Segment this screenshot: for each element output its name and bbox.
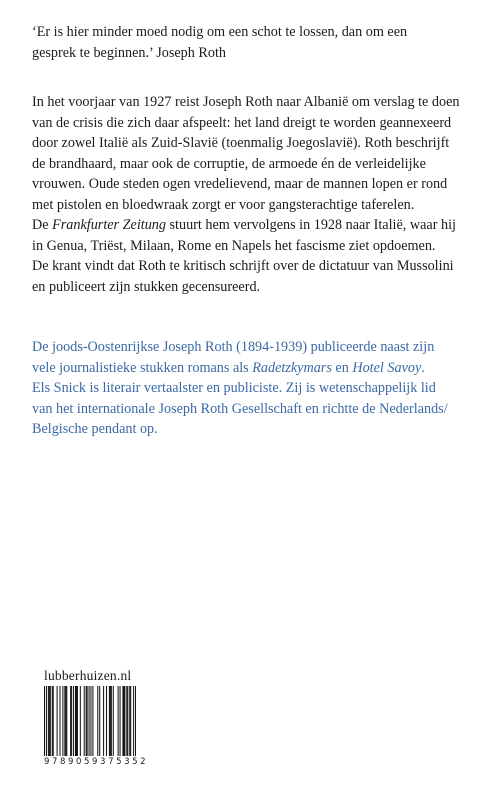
description-line: van de crisis die zich daar afspeelt: het land dreigt te worden geannexeerd	[32, 114, 452, 131]
barcode-bar	[110, 686, 111, 756]
barcode-bar	[76, 686, 77, 756]
barcode-bar	[44, 686, 45, 756]
bio-line: De joods-Oostenrijkse Joseph Roth (1894-1939) publiceerde naast zijn	[32, 339, 435, 355]
barcode-bar	[122, 686, 123, 756]
bio-line: Belgische pendant op.	[32, 421, 158, 437]
bio-line: Els Snick is literair vertaalster en publiciste. Zij is wetenschappelijk lid	[32, 380, 436, 396]
barcode-bar	[65, 686, 66, 756]
barcode-bar	[62, 686, 63, 756]
bio-text: .	[421, 359, 425, 376]
quote-line: gesprek te beginnen.’ Joseph Roth	[32, 44, 226, 61]
barcode-bar	[87, 686, 88, 756]
description-line	[32, 215, 472, 236]
barcode-bar	[57, 686, 58, 756]
barcode-bar	[120, 686, 121, 756]
barcode-bar	[89, 686, 90, 756]
description-line: de brandhaard, maar ook de corruptie, de armoede én de verleidelijke	[32, 155, 426, 172]
barcode-bar	[135, 686, 136, 756]
barcode-bar	[109, 686, 110, 756]
description-line: en publiceert zijn stukken gecensureerd.	[32, 278, 261, 295]
barcode-bar	[50, 686, 51, 756]
bio-line: van het internationale Joseph Roth Gesellschaft en richtte de Nederlands/	[32, 400, 448, 417]
description-line: in Genua, Triëst, Milaan, Rome en Napels het fascisme ziet opdoemen.	[32, 237, 436, 254]
barcode-bar	[73, 686, 74, 756]
isbn-number: 9789059375352	[44, 757, 149, 767]
barcode-bar	[123, 686, 124, 756]
bio-line	[32, 358, 472, 379]
barcode-bar	[113, 686, 114, 756]
novel-title: Radetzkymars	[252, 359, 332, 376]
barcode-bar	[133, 686, 134, 756]
barcode-bar	[70, 686, 71, 756]
barcode-bar	[75, 686, 76, 756]
barcode-bar	[106, 686, 107, 756]
quote-line: ‘Er is hier minder moed nodig om een schot te lossen, dan om een	[32, 24, 408, 40]
barcode-bar	[71, 686, 72, 756]
barcode-bar	[64, 686, 65, 756]
barcode-bar	[90, 686, 91, 756]
barcode-bar	[86, 686, 87, 756]
barcode-bar	[124, 686, 125, 756]
description-text: De	[32, 217, 53, 233]
barcode-bar	[66, 686, 67, 756]
barcode-bar	[53, 686, 54, 756]
isbn-barcode	[44, 686, 136, 756]
author-bio	[32, 337, 472, 440]
barcode-bar	[59, 686, 60, 756]
description-paragraph	[32, 92, 472, 297]
barcode-bar	[77, 686, 78, 756]
description-line: In het voorjaar van 1927 reist Joseph Roth naar Albanië om verslag te doen	[32, 94, 460, 110]
description-line: met pistolen en bloedwraak zorgt er voor gangsterachtige taferelen.	[32, 196, 415, 213]
barcode-bar	[126, 686, 127, 756]
barcode-bar	[127, 686, 128, 756]
barcode-bar	[49, 686, 50, 756]
barcode-bar	[111, 686, 112, 756]
description-line: De krant vindt dat Roth te kritisch schrijft over de dictatuur van Mussolini	[32, 258, 454, 274]
barcode-bar	[92, 686, 93, 756]
publisher-website: lubberhuizen.nl	[44, 668, 132, 683]
barcode-bar	[99, 686, 100, 756]
description-text: stuurt hem vervolgens in 1928 naar Italië, waar hij	[165, 217, 456, 233]
barcode-bar	[97, 686, 98, 756]
bio-text: en	[331, 359, 353, 376]
novel-title: Hotel Savoy	[352, 359, 422, 376]
barcode-bar	[48, 686, 49, 756]
barcode-bar	[80, 686, 81, 756]
barcode-bar	[129, 686, 130, 756]
barcode-bar	[46, 686, 47, 756]
barcode-bar	[52, 686, 53, 756]
newspaper-title: Frankfurter Zeitung	[52, 217, 166, 233]
barcode-bar	[130, 686, 131, 756]
barcode-bar	[103, 686, 104, 756]
bio-text: vele journalistieke stukken romans als	[32, 359, 253, 376]
opening-quote	[32, 22, 472, 63]
description-line: vrouwen. Oude steden ogen vredelievend, maar de mannen lopen er rond	[32, 176, 448, 192]
barcode-bar	[84, 686, 85, 756]
description-line: door zowel Italië als Zuid-Slavië (toenmalig Joegoslavië). Roth beschrijft	[32, 135, 450, 151]
barcode-bar	[118, 686, 119, 756]
